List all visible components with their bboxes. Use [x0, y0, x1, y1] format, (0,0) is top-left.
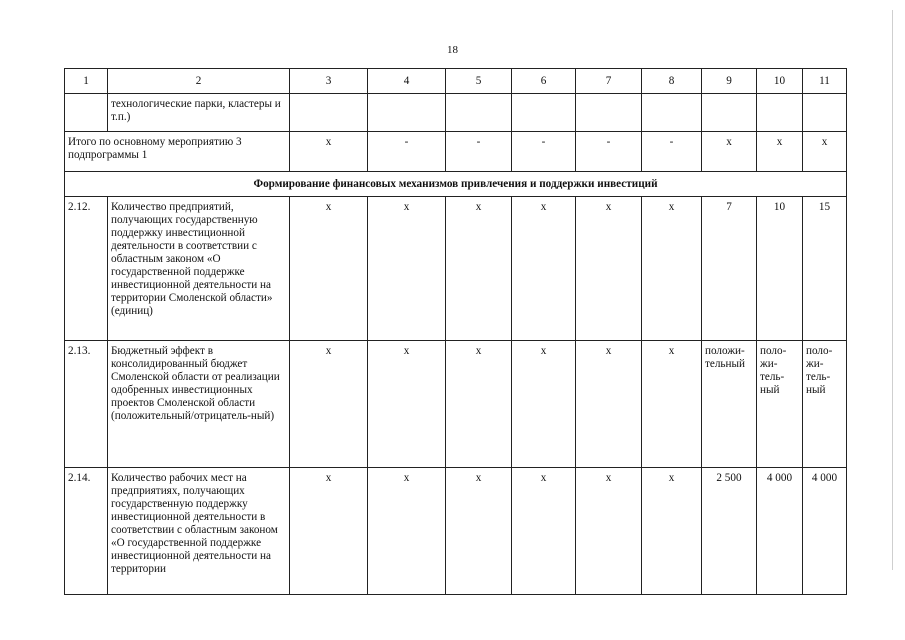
value-cell: х — [803, 132, 847, 172]
value-cell: х — [576, 197, 642, 341]
value-cell: х — [446, 341, 512, 468]
value-cell: х — [642, 341, 702, 468]
header-cell: 5 — [446, 69, 512, 94]
value-cell: х — [512, 197, 576, 341]
row-number: 2.12. — [65, 197, 108, 341]
value-cell: 2 500 — [702, 468, 757, 595]
value-cell: - — [576, 132, 642, 172]
value-cell: х — [446, 197, 512, 341]
value-cell: 7 — [702, 197, 757, 341]
header-cell: 11 — [803, 69, 847, 94]
empty-cell — [576, 94, 642, 132]
value-cell: х — [290, 468, 368, 595]
value-cell: х — [576, 341, 642, 468]
table-row — [65, 468, 847, 595]
value-cell: 4 000 — [803, 468, 847, 595]
row-name: технологические парки, кластеры и т.п.) — [108, 94, 290, 132]
section-title: Формирование финансовых механизмов привлечения и поддержки инвестиций — [65, 172, 847, 197]
table-row — [65, 341, 847, 468]
value-cell: х — [512, 341, 576, 468]
table-row — [65, 197, 847, 341]
value-cell: х — [757, 132, 803, 172]
value-cell: х — [642, 468, 702, 595]
value-cell: 10 — [757, 197, 803, 341]
header-cell: 1 — [65, 69, 108, 94]
empty-cell — [65, 94, 108, 132]
value-cell: - — [368, 132, 446, 172]
value-cell: поло-жи-тель-ный — [803, 341, 847, 468]
value-cell: - — [512, 132, 576, 172]
value-cell: х — [702, 132, 757, 172]
total-row — [65, 132, 847, 172]
header-cell: 9 — [702, 69, 757, 94]
row-name: Бюджетный эффект в консолидированный бюджет Смоленской области от реализации одобренных инвестиционных проектов Смоленской области (положительный/отрицатель-ный) — [108, 341, 290, 468]
empty-cell — [368, 94, 446, 132]
header-cell: 8 — [642, 69, 702, 94]
continuation-row — [65, 94, 847, 132]
empty-cell — [803, 94, 847, 132]
total-row-name: Итого по основному мероприятию 3 подпрограммы 1 — [65, 132, 290, 172]
empty-cell — [512, 94, 576, 132]
row-number: 2.14. — [65, 468, 108, 595]
section-row — [65, 172, 847, 197]
empty-cell — [446, 94, 512, 132]
header-cell: 3 — [290, 69, 368, 94]
indicator-table — [64, 68, 847, 595]
scan-edge-line — [892, 10, 893, 570]
value-cell: х — [642, 197, 702, 341]
header-cell: 10 — [757, 69, 803, 94]
row-number: 2.13. — [65, 341, 108, 468]
page-number: 18 — [447, 44, 458, 56]
value-cell: х — [368, 197, 446, 341]
value-cell: х — [290, 197, 368, 341]
value-cell: положи-тельный — [702, 341, 757, 468]
header-cell: 6 — [512, 69, 576, 94]
value-cell: х — [512, 468, 576, 595]
value-cell: - — [642, 132, 702, 172]
empty-cell — [757, 94, 803, 132]
header-cell: 4 — [368, 69, 446, 94]
empty-cell — [290, 94, 368, 132]
header-cell: 2 — [108, 69, 290, 94]
value-cell: х — [576, 468, 642, 595]
value-cell: х — [446, 468, 512, 595]
empty-cell — [642, 94, 702, 132]
value-cell: поло-жи-тель-ный — [757, 341, 803, 468]
value-cell: х — [290, 341, 368, 468]
header-cell: 7 — [576, 69, 642, 94]
row-name: Количество рабочих мест на предприятиях, получающих государственную поддержку инвестиционной деятельности в соответствии с областным законом «О государственной поддержке инвестиционной деятельности на территории — [108, 468, 290, 595]
value-cell: х — [290, 132, 368, 172]
header-row — [65, 69, 847, 94]
value-cell: х — [368, 468, 446, 595]
value-cell: х — [368, 341, 446, 468]
value-cell: - — [446, 132, 512, 172]
value-cell: 4 000 — [757, 468, 803, 595]
value-cell: 15 — [803, 197, 847, 341]
empty-cell — [702, 94, 757, 132]
row-name: Количество предприятий, получающих государственную поддержку инвестиционной деятельности в соответствии с областным законом «О государственной поддержке инвестиционной деятельности на территории Смоленской области» (единиц) — [108, 197, 290, 341]
